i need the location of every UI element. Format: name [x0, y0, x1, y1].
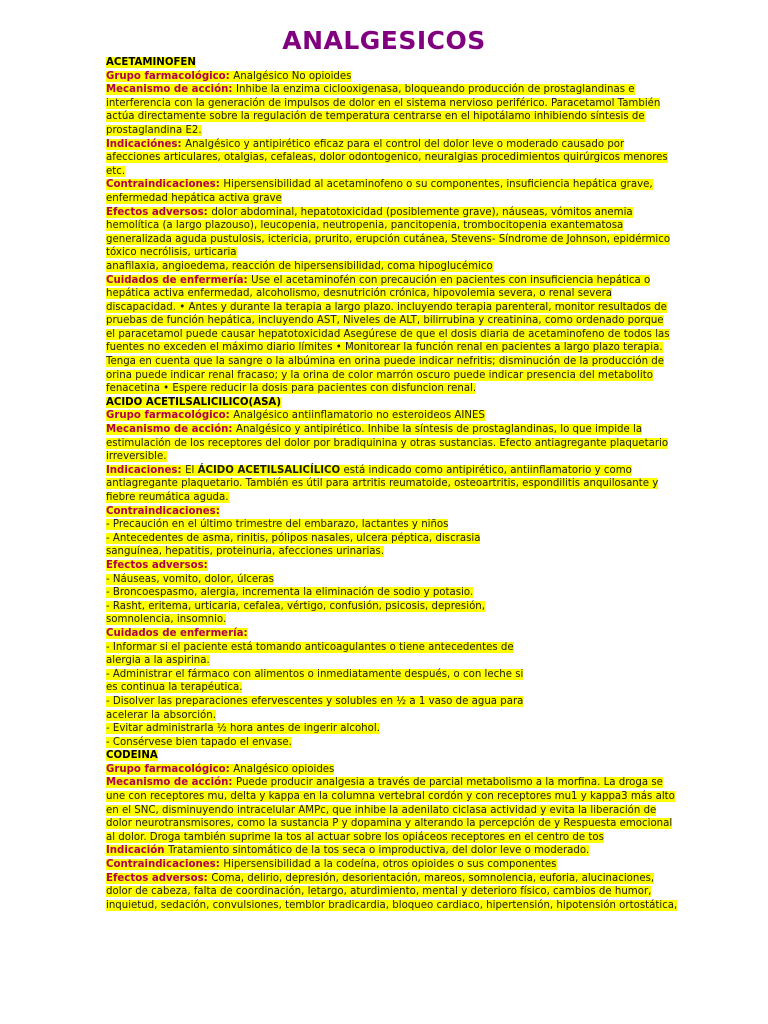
text-line — [106, 831, 662, 845]
body-text: etc. — [106, 165, 126, 177]
body-text: pruebas de función hepática, incluyendo AST, Niveles de ALT, bilirrubina y creatinina, como ordenado porque — [106, 315, 664, 327]
text-line — [106, 260, 662, 274]
body-text: - Disolver las preparaciones efervescentes y solubles en ½ a 1 vaso de agua para — [106, 695, 524, 707]
body-text: Puede producir analgesia a través de parcial metabolismo a la morfina. La droga se — [236, 777, 663, 789]
text-line — [106, 274, 662, 288]
text-line — [106, 165, 662, 179]
text-line — [106, 124, 662, 138]
text-line — [106, 151, 668, 165]
body-text: el paracetamol puede causar hepatotoxicidad Asegúrese de que el dosis diaria de acetaminofeno de todos las — [106, 328, 670, 340]
text-line — [106, 790, 675, 804]
text-line — [106, 355, 665, 369]
body-text: en el SNC, disminuyendo intracelular AMPc, que inhibe la adenilato ciclasa actividad y evita la liberación de — [106, 804, 657, 816]
field-label: Grupo farmacológico: — [106, 410, 234, 422]
field-label: Indicación — [106, 845, 169, 857]
body-text: discapacidad. • Antes y durante la terapia a largo plazo. incluyendo terapia parenteral, monitor resultados de — [106, 301, 667, 313]
text-line — [106, 885, 662, 899]
body-text: Analgésico y antipirético. Inhibe la síntesis de prostaglandinas, lo que impide la — [236, 424, 643, 436]
text-line — [106, 328, 670, 342]
text-line — [106, 450, 662, 464]
body-text: Hipersensibilidad al acetaminofeno o su componentes, insuficiencia hepática grave, — [223, 179, 653, 191]
field-label: Grupo farmacológico: — [106, 70, 234, 82]
body-text: al dolor. Droga también suprime la tos al actuar sobre los opiáceos receptores en el centro de tos — [106, 831, 604, 843]
field-label: Efectos adversos: — [106, 206, 212, 218]
field-label: Efectos adversos: — [106, 872, 212, 884]
field-label: Contraindicaciones: — [106, 179, 224, 191]
body-text: estimulación de los receptores del dolor por bradiquinina y otras sustancias. Efecto antiagregante plaquetario — [106, 437, 669, 449]
text-line — [106, 56, 662, 70]
text-line — [106, 899, 678, 913]
field-label: Efectos adversos: — [106, 559, 208, 571]
body-text: hepática activa enfermedad, alcoholismo, desnutrición crónica, hipovolemia severa, o renal severa — [106, 288, 613, 300]
body-text: dolor neurotransmisores, como la sustancia P y dopamina y alterando la percepción de y Respuesta emocional — [106, 818, 673, 830]
body-text: tóxico necrólisis, urticaria — [106, 247, 237, 259]
field-label: Contraindicaciones: — [106, 505, 220, 517]
text-line — [106, 817, 673, 831]
body-text: Inhibe la enzima ciclooxigenasa, bloqueando producción de prostaglandinas e — [236, 84, 635, 96]
text-line — [106, 654, 662, 668]
text-line — [106, 192, 662, 206]
text-line — [106, 110, 662, 124]
body-text: afecciones articulares, otalgias, cefaleas, dolor odontogenico, neuralgias procedimientos quirúrgicos menores — [106, 152, 668, 164]
text-line — [106, 872, 662, 886]
text-line — [106, 573, 662, 587]
body-text: Tratamiento sintomático de la tos seca o improductiva, del dolor leve o moderado. — [168, 845, 590, 857]
body-text: Analgésico No opioides — [233, 70, 352, 82]
text-line — [106, 613, 662, 627]
body-text: inquietud, sedación, convulsiones, temblor bradicardia, bloqueo cardiaco, hipertensión, hipotensión ortostática, — [106, 899, 678, 911]
body-text: fuentes no exceden el máximo diario límites • Monitorear la función renal en pacientes a largo plazo terapia. — [106, 342, 663, 354]
field-label: Mecanismo de acción: — [106, 424, 236, 436]
field-label: Indicaciónes: — [106, 138, 186, 150]
body-text: fiebre reumática aguda. — [106, 492, 229, 503]
text-line — [106, 382, 662, 396]
field-label: Cuidados de enfermería: — [106, 274, 252, 286]
text-line — [106, 681, 662, 695]
body-text: actúa directamente sobre la regulación de temperatura centrarse en el hipotálamo inhibiendo síntesis de — [106, 111, 645, 123]
text-line — [106, 505, 662, 519]
body-text: Tenga en cuenta que la sangre o la albúmina en orina puede indicar nefritis; disminución de la producción de — [106, 356, 665, 368]
text-line — [106, 423, 662, 437]
text-line — [106, 409, 662, 423]
text-line — [106, 559, 662, 573]
text-line — [106, 341, 662, 355]
body-text: - Náuseas, vomito, dolor, úlceras — [106, 573, 274, 585]
text-line — [106, 736, 662, 750]
body-text: Analgésico opioides — [233, 763, 335, 775]
text-line — [106, 695, 662, 709]
text-line — [106, 627, 662, 641]
body-text: sanguínea, hepatitis, proteinuria, afecciones urinarias. — [106, 546, 385, 558]
text-line — [106, 844, 662, 858]
body-text: - Precaución en el último trimestre del embarazo, lactantes y niños — [106, 519, 449, 531]
text-line — [106, 233, 671, 247]
field-label: Indicaciones: — [106, 464, 186, 476]
text-line — [106, 246, 662, 260]
text-line — [106, 396, 662, 410]
text-line — [106, 491, 662, 505]
document-body — [106, 56, 678, 912]
body-text: fenacetina • Espere reducir la dosis para pacientes con disfuncion renal. — [106, 383, 477, 395]
text-line — [106, 437, 669, 451]
body-text: prostaglandina E2. — [106, 124, 202, 136]
text-line — [106, 532, 662, 546]
body-text: anafilaxia, angioedema, reacción de hipersensibilidad, coma hipoglucémico — [106, 260, 493, 272]
body-text: generalizada aguda pustulosis, ictericia, prurito, erupción cutánea, Stevens- Síndrome de Johnson, epidérmico — [106, 233, 671, 245]
text-line — [106, 763, 662, 777]
body-text: orina puede indicar renal fracaso; y la orina de color marrón oscuro puede indicar presencia del metabolito — [106, 369, 653, 381]
body-text: alergia a la aspirina. — [106, 655, 210, 667]
body-text: hemolítica (a largo plazouso), leucopenia, neutropenia, pancitopenia, trombocitopenia exantematosa — [106, 220, 624, 232]
text-line — [106, 600, 662, 614]
text-line — [106, 518, 662, 532]
body-text: Coma, delirio, depresión, desorientación, mareos, somnolencia, euforia, alucinaciones, — [211, 872, 655, 884]
body-text: dolor de cabeza, falta de coordinación, letargo, aturdimiento, mental y deterioro físico, cambios de humor, — [106, 886, 652, 898]
body-text: antiagregante plaquetario. También es útil para artritis reumatoide, osteoartritis, espondilitis anquilosante y — [106, 478, 659, 490]
text-line — [106, 722, 662, 736]
section-heading: CODEINA — [106, 750, 158, 762]
body-text: - Broncoespasmo, alergia, incrementa la eliminación de sodio y potasio. — [106, 587, 474, 599]
text-line — [106, 369, 662, 383]
body-text: Analgésico y antipirético eficaz para el control del dolor leve o moderado causado por — [185, 138, 625, 150]
body-text: dolor abdominal, hepatotoxicidad (posiblemente grave), náuseas, vómitos anemia — [211, 206, 633, 218]
text-line — [106, 804, 662, 818]
body-text: une con receptores mu, delta y kappa en la columna vertebral cordón y con receptores mu1 y kappa3 más alto — [106, 791, 675, 803]
text-line — [106, 178, 662, 192]
body-text: está indicado como antipirético, antiinflamatorio y como — [340, 464, 632, 476]
body-text: ÁCIDO ACETILSALICÍLICO — [197, 464, 341, 476]
body-text: es continua la terapéutica. — [106, 682, 243, 694]
body-text: - Informar si el paciente está tomando anticoagulantes o tiene antecedentes de — [106, 641, 514, 653]
body-text: - Administrar el fármaco con alimentos o inmediatamente después, o con leche si — [106, 668, 524, 680]
text-line — [106, 858, 662, 872]
text-line — [106, 709, 662, 723]
text-line — [106, 219, 662, 233]
text-line — [106, 477, 662, 491]
body-text: Use el acetaminofén con precaución en pacientes con insuficiencia hepática o — [251, 274, 651, 286]
text-line — [106, 83, 662, 97]
body-text: El — [185, 464, 198, 476]
text-line — [106, 749, 662, 763]
text-line — [106, 314, 662, 328]
body-text: enfermedad hepática activa grave — [106, 192, 282, 204]
body-text: - Rasht, eritema, urticaria, cefalea, vértigo, confusión, psicosis, depresión, — [106, 600, 485, 612]
text-line — [106, 138, 662, 152]
body-text: irreversible. — [106, 451, 167, 463]
text-line — [106, 301, 667, 315]
body-text: Analgésico antiinflamatorio no esteroideos AINES — [233, 410, 485, 422]
page-title: ANALGESICOS — [282, 26, 486, 55]
text-line — [106, 668, 662, 682]
text-line — [106, 97, 662, 111]
body-text: Hipersensibilidad a la codeína, otros opioides o sus componentes — [223, 859, 557, 871]
text-line — [106, 545, 662, 559]
section-heading: ACETAMINOFEN — [106, 57, 196, 68]
body-text: - Consérvese bien tapado el envase. — [106, 736, 292, 748]
section-heading: ACIDO ACETILSALICILICO(ASA) — [106, 396, 281, 408]
text-line — [106, 287, 662, 301]
field-label: Grupo farmacológico: — [106, 763, 234, 775]
field-label: Mecanismo de acción: — [106, 84, 236, 96]
text-line — [106, 206, 662, 220]
field-label: Contraindicaciones: — [106, 859, 224, 871]
field-label: Cuidados de enfermería: — [106, 627, 248, 639]
text-line — [106, 776, 662, 790]
body-text: interferencia con la generación de impulsos de dolor en el sistema nervioso periférico. Paracetamol También — [106, 97, 661, 109]
text-line — [106, 586, 662, 600]
text-line — [106, 641, 662, 655]
body-text: acelerar la absorción. — [106, 709, 216, 721]
body-text: somnolencia, insomnio. — [106, 614, 227, 626]
body-text: - Evitar administrarla ½ hora antes de ingerir alcohol. — [106, 723, 380, 735]
text-line — [106, 70, 662, 84]
field-label: Mecanismo de acción: — [106, 777, 236, 789]
text-line — [106, 464, 662, 478]
body-text: - Antecedentes de asma, rinitis, pólipos nasales, ulcera péptica, discrasia — [106, 532, 481, 544]
